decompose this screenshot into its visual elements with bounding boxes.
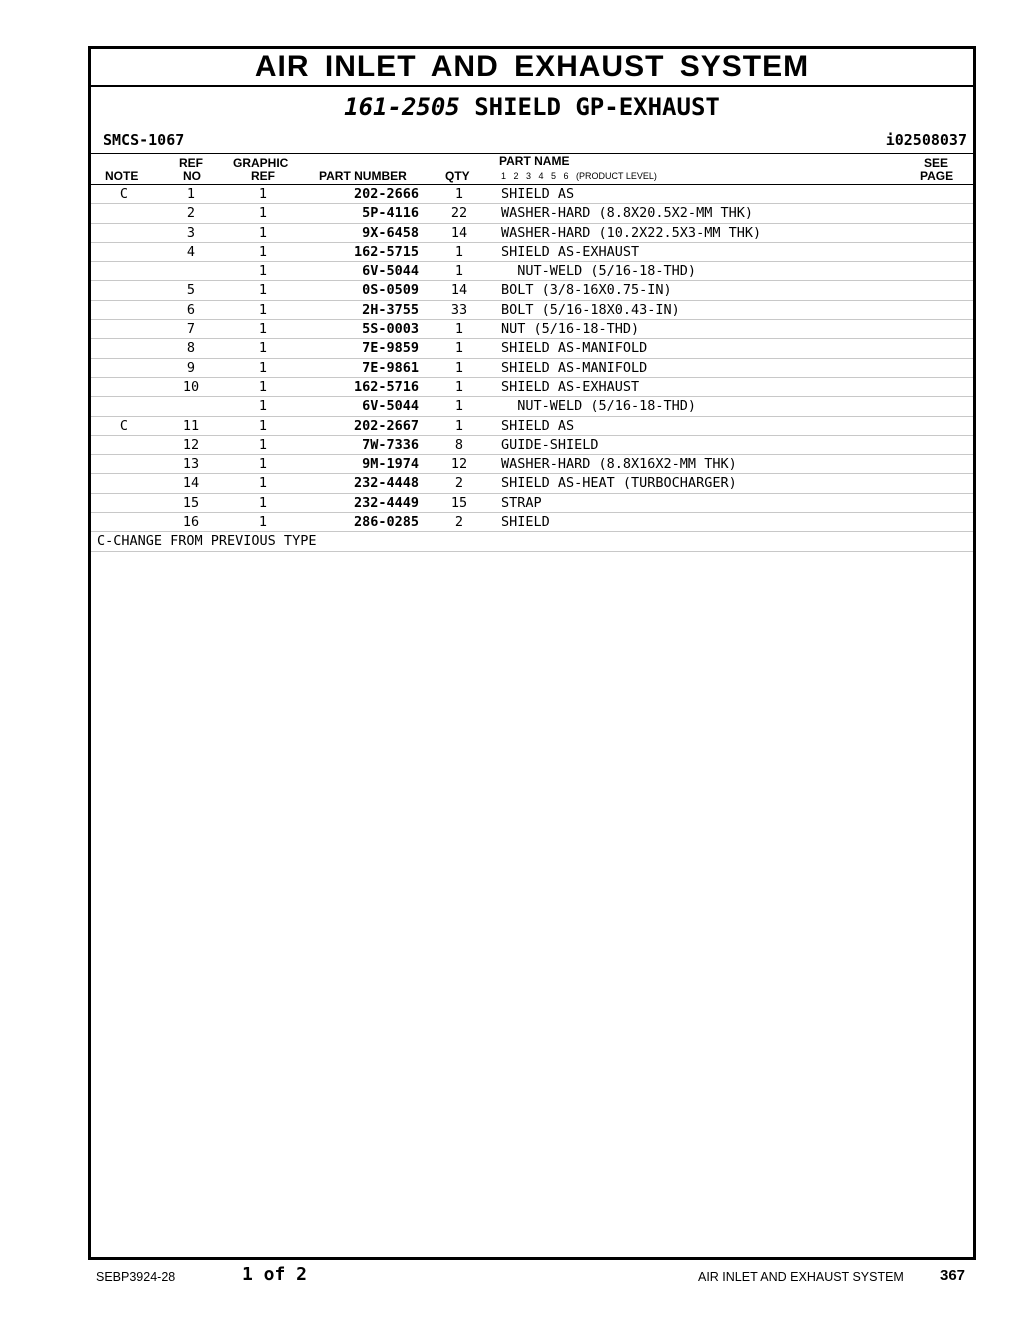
table-row (91, 417, 973, 436)
header-qty: QTY (445, 169, 470, 183)
row-graphic-ref: 1 (258, 494, 268, 511)
row-ref-no: 11 (182, 417, 200, 434)
parts-page-frame (88, 46, 976, 1260)
row-qty: 1 (454, 417, 464, 434)
row-part-number: 9M-1974 (362, 456, 419, 473)
row-part-number: 0S-0509 (362, 282, 419, 299)
header-ref-top: REF (179, 156, 203, 170)
footer-page-number: 367 (940, 1267, 966, 1284)
table-row (91, 185, 973, 204)
row-ref-no: 3 (186, 224, 196, 241)
row-part-name: GUIDE-SHIELD (501, 436, 599, 453)
row-ref-no: 12 (182, 436, 200, 453)
row-part-name: WASHER-HARD (8.8X16X2-MM THK) (501, 456, 737, 473)
table-row (91, 243, 973, 262)
row-ref-no: 8 (186, 340, 196, 357)
row-qty: 14 (450, 224, 468, 241)
row-ref-no: 2 (186, 205, 196, 222)
header-product-levels: 1 2 3 4 5 6 (PRODUCT LEVEL) (501, 171, 657, 181)
table-row (91, 455, 973, 474)
row-ref-no: 4 (186, 243, 196, 260)
row-part-name: SHIELD AS (501, 186, 575, 202)
group-name: SHIELD GP-EXHAUST (474, 93, 720, 121)
row-qty: 2 (454, 475, 464, 492)
table-row (91, 378, 973, 397)
row-qty: 1 (454, 359, 464, 376)
row-part-number: 7E-9859 (362, 340, 419, 357)
row-graphic-ref: 1 (258, 340, 268, 357)
page-footer (0, 1262, 1020, 1292)
row-part-name: NUT-WELD (5/16-18-THD) (501, 398, 697, 415)
row-part-name: NUT-WELD (5/16-18-THD) (501, 263, 697, 280)
row-part-number: 286-0285 (353, 514, 419, 531)
row-note: C (119, 417, 129, 434)
header-graphic-bottom: REF (251, 169, 275, 183)
row-ref-no: 10 (182, 378, 200, 395)
row-graphic-ref: 1 (258, 398, 268, 415)
row-part-number: 7W-7336 (362, 436, 419, 453)
row-graphic-ref: 1 (258, 263, 268, 280)
footer-section: AIR INLET AND EXHAUST SYSTEM (698, 1270, 904, 1284)
row-qty: 1 (454, 263, 464, 280)
header-part-name: PART NAME (499, 154, 570, 168)
footer-page-of: 1 of 2 (242, 1264, 308, 1285)
row-graphic-ref: 1 (258, 205, 268, 222)
row-part-name: BOLT (3/8-16X0.75-IN) (501, 282, 672, 299)
row-ref-no: 13 (182, 456, 200, 473)
footer-doc-id: SEBP3924-28 (96, 1270, 176, 1284)
row-part-name: WASHER-HARD (8.8X20.5X2-MM THK) (501, 205, 753, 222)
row-ref-no: 1 (186, 186, 196, 202)
row-graphic-ref: 1 (258, 436, 268, 453)
row-part-number: 232-4448 (353, 475, 419, 492)
row-graphic-ref: 1 (258, 282, 268, 299)
row-ref-no: 15 (182, 494, 200, 511)
table-row (91, 436, 973, 455)
row-part-name: SHIELD AS-EXHAUST (501, 378, 640, 395)
table-row (91, 281, 973, 300)
row-graphic-ref: 1 (258, 475, 268, 492)
row-graphic-ref: 1 (258, 514, 268, 531)
group-part-number: 161-2505 (344, 93, 460, 121)
row-qty: 33 (450, 301, 468, 318)
row-graphic-ref: 1 (258, 378, 268, 395)
header-see-top: SEE (924, 156, 949, 170)
header-graphic-top: GRAPHIC (233, 156, 289, 170)
table-row (91, 494, 973, 513)
row-part-name: SHIELD AS-HEAT (TURBOCHARGER) (501, 475, 737, 492)
row-graphic-ref: 1 (258, 417, 268, 434)
row-graphic-ref: 1 (258, 359, 268, 376)
row-part-number: 232-4449 (353, 494, 419, 511)
row-part-name: SHIELD (501, 514, 550, 531)
row-qty: 1 (454, 186, 464, 202)
row-part-number: 162-5716 (353, 378, 419, 395)
table-row (91, 224, 973, 243)
header-see-bottom: PAGE (920, 169, 954, 183)
row-qty: 22 (450, 205, 468, 222)
row-qty: 14 (450, 282, 468, 299)
row-part-number: 6V-5044 (362, 398, 419, 415)
row-ref-no: 9 (186, 359, 196, 376)
row-part-number: 162-5715 (353, 243, 419, 260)
row-qty: 1 (454, 378, 464, 395)
row-qty: 15 (450, 494, 468, 511)
parts-table-body (91, 185, 973, 532)
header-note: NOTE (105, 169, 139, 183)
row-qty: 2 (454, 514, 464, 531)
table-row (91, 301, 973, 320)
row-ref-no: 6 (186, 301, 196, 318)
row-qty: 1 (454, 398, 464, 415)
row-ref-no: 14 (182, 475, 200, 492)
row-qty: 1 (454, 243, 464, 260)
row-part-number: 2H-3755 (362, 301, 419, 318)
illustration-id: i02508037 (885, 131, 967, 149)
row-graphic-ref: 1 (258, 243, 268, 260)
row-graphic-ref: 1 (258, 186, 268, 202)
row-graphic-ref: 1 (258, 224, 268, 241)
header-ref-bottom: NO (183, 169, 201, 183)
row-part-number: 5P-4116 (362, 205, 419, 222)
row-part-name: NUT (5/16-18-THD) (501, 321, 640, 338)
row-note: C (119, 186, 129, 202)
row-qty: 12 (450, 456, 468, 473)
row-part-name: SHIELD AS-EXHAUST (501, 243, 640, 260)
table-row (91, 474, 973, 493)
footnote: C-CHANGE FROM PREVIOUS TYPE (91, 532, 973, 551)
row-part-name: WASHER-HARD (10.2X22.5X3-MM THK) (501, 224, 762, 241)
group-subtitle (91, 87, 973, 127)
row-ref-no: 7 (186, 321, 196, 338)
meta-row (91, 127, 973, 154)
row-part-number: 5S-0003 (362, 321, 419, 338)
row-graphic-ref: 1 (258, 301, 268, 318)
row-part-number: 202-2667 (353, 417, 419, 434)
row-part-name: BOLT (5/16-18X0.43-IN) (501, 301, 680, 318)
table-row (91, 262, 973, 281)
row-part-number: 9X-6458 (362, 224, 419, 241)
header-part-number: PART NUMBER (319, 169, 407, 183)
table-row (91, 320, 973, 339)
smcs-code: SMCS-1067 (103, 131, 185, 149)
table-row (91, 204, 973, 223)
row-graphic-ref: 1 (258, 456, 268, 473)
row-part-name: SHIELD AS-MANIFOLD (501, 359, 648, 376)
row-qty: 1 (454, 321, 464, 338)
table-row (91, 359, 973, 378)
row-graphic-ref: 1 (258, 321, 268, 338)
row-ref-no: 16 (182, 514, 200, 531)
row-part-name: STRAP (501, 494, 542, 511)
row-part-name: SHIELD AS (501, 417, 575, 434)
page-title: AIR INLET AND EXHAUST SYSTEM (91, 49, 973, 87)
table-row (91, 513, 973, 532)
row-part-number: 202-2666 (353, 186, 419, 202)
row-part-number: 7E-9861 (362, 359, 419, 376)
table-row (91, 339, 973, 358)
row-part-number: 6V-5044 (362, 263, 419, 280)
row-qty: 1 (454, 340, 464, 357)
row-ref-no: 5 (186, 282, 196, 299)
row-qty: 8 (454, 436, 464, 453)
row-part-name: SHIELD AS-MANIFOLD (501, 340, 648, 357)
table-row (91, 397, 973, 416)
table-header (91, 154, 973, 185)
